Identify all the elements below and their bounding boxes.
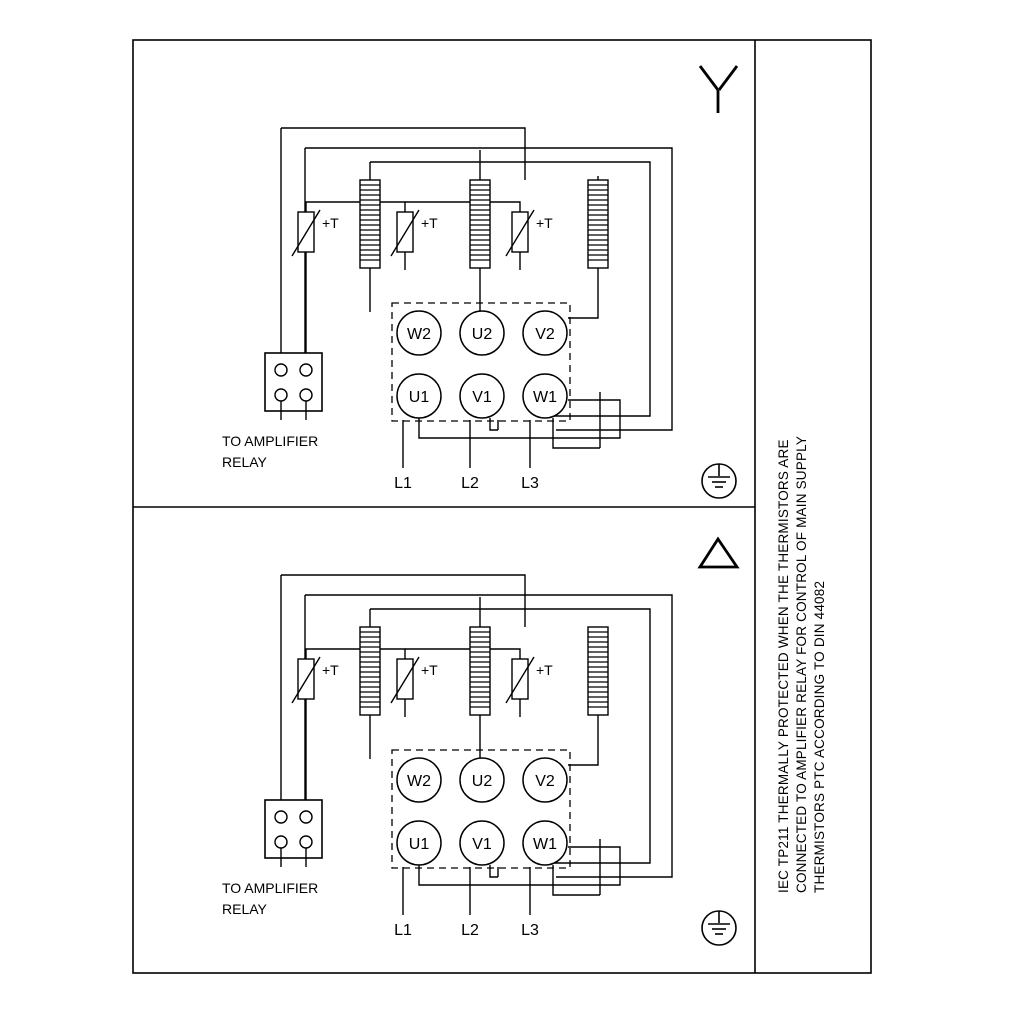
note-line-1: IEC TP211 THERMALLY PROTECTED WHEN THE THERMISTORS ARE xyxy=(776,439,791,893)
thermistor-1 xyxy=(292,657,339,703)
winding-block-star xyxy=(392,303,570,421)
amplifier-label-line-2: RELAY xyxy=(222,901,267,917)
thermistor-group-delta xyxy=(292,657,553,703)
thermistor-3 xyxy=(506,657,553,703)
thermistor-1-label: +T xyxy=(322,662,339,678)
phase-l2: L2 xyxy=(461,922,479,939)
delta-symbol xyxy=(700,539,737,567)
winding-v1: V1 xyxy=(472,836,492,853)
winding-v2: V2 xyxy=(535,326,555,343)
thermistor-1-label: +T xyxy=(322,215,339,231)
note-line-2: CONNECTED TO AMPLIFIER RELAY FOR CONTROL OF MAIN SUPPLY xyxy=(794,435,809,893)
thermistor-1 xyxy=(292,210,339,256)
note-block xyxy=(776,436,827,893)
winding-w2: W2 xyxy=(407,773,431,790)
winding-u2: U2 xyxy=(471,773,493,790)
terminal-box-delta xyxy=(222,800,322,917)
coil-2 xyxy=(470,627,490,715)
amplifier-label-line-1: TO AMPLIFIER xyxy=(222,880,319,896)
phase-labels-delta xyxy=(394,922,539,939)
winding-v2: V2 xyxy=(535,773,555,790)
amplifier-label-line-1: TO AMPLIFIER xyxy=(222,433,319,449)
coil-3 xyxy=(588,180,608,268)
amplifier-label-line-2: RELAY xyxy=(222,454,267,470)
phase-labels-star xyxy=(394,475,539,492)
thermistor-2-label: +T xyxy=(421,215,438,231)
phase-l1: L1 xyxy=(394,475,412,492)
coil-2 xyxy=(470,180,490,268)
terminal-box-star xyxy=(222,353,322,470)
thermistor-group-star xyxy=(292,210,553,256)
note-line-3: THERMISTORS PTC ACCORDING TO DIN 44082 xyxy=(812,580,827,893)
phase-l3: L3 xyxy=(521,475,539,492)
phase-l3: L3 xyxy=(521,922,539,939)
winding-w1: W1 xyxy=(533,389,557,406)
coil-1 xyxy=(360,627,380,715)
thermistor-3-label: +T xyxy=(536,215,553,231)
earth-symbol xyxy=(702,911,736,945)
winding-w1: W1 xyxy=(533,836,557,853)
winding-u2: U2 xyxy=(471,326,493,343)
phase-l2: L2 xyxy=(461,475,479,492)
thermistor-2 xyxy=(391,210,438,256)
thermistor-2-label: +T xyxy=(421,662,438,678)
phase-l1: L1 xyxy=(394,922,412,939)
coil-1 xyxy=(360,180,380,268)
winding-u1: U1 xyxy=(408,836,430,853)
panel-delta xyxy=(222,539,737,945)
winding-block-delta xyxy=(392,750,570,868)
thermistor-2 xyxy=(391,657,438,703)
wye-symbol xyxy=(700,66,737,113)
coil-3 xyxy=(588,627,608,715)
thermistor-3-label: +T xyxy=(536,662,553,678)
panel-star xyxy=(222,66,737,498)
winding-v1: V1 xyxy=(472,389,492,406)
thermistor-3 xyxy=(506,210,553,256)
earth-symbol xyxy=(702,464,736,498)
winding-u1: U1 xyxy=(408,389,430,406)
winding-w2: W2 xyxy=(407,326,431,343)
